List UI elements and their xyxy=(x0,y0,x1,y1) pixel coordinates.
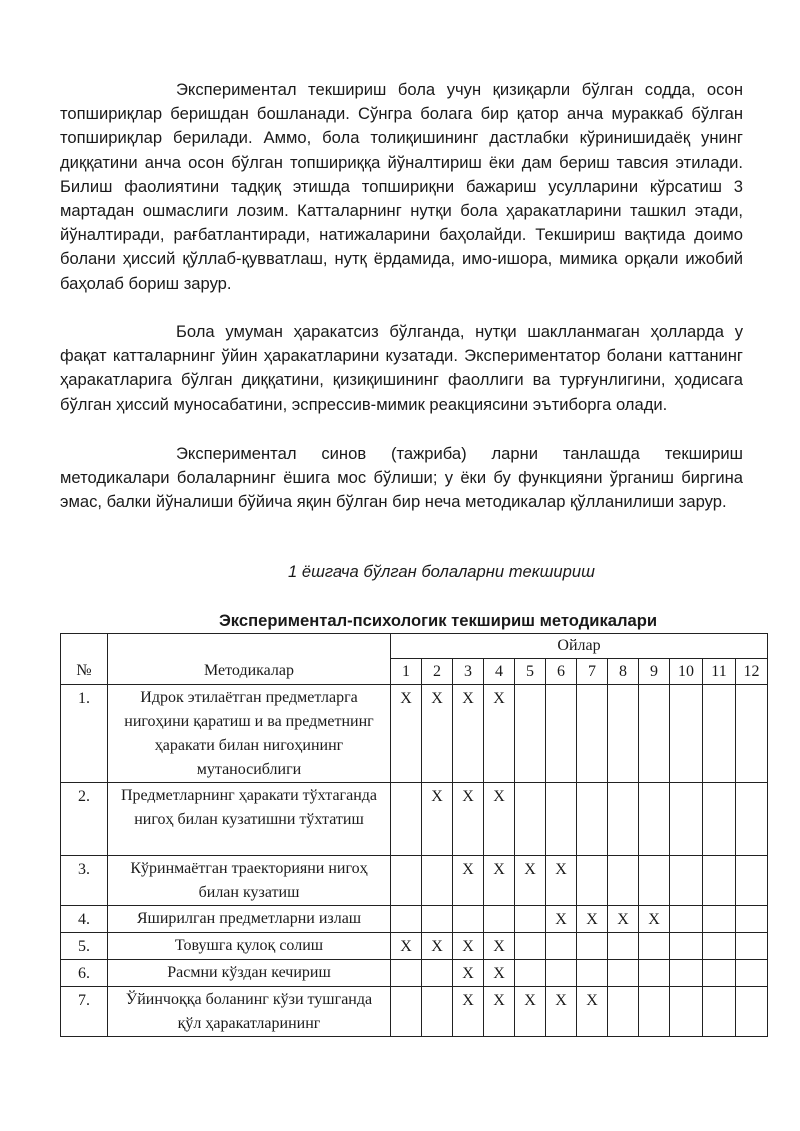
month-mark: X xyxy=(515,987,546,1037)
month-cell-empty xyxy=(577,783,608,856)
row-method: Расмни кўздан кечириш xyxy=(108,960,391,987)
month-cell-empty xyxy=(546,783,577,856)
header-month-1: 1 xyxy=(391,659,422,685)
month-mark: X xyxy=(484,987,515,1037)
header-month-10: 10 xyxy=(670,659,703,685)
header-month-6: 6 xyxy=(546,659,577,685)
month-cell-empty xyxy=(639,933,670,960)
header-month-4: 4 xyxy=(484,659,515,685)
month-mark: X xyxy=(391,933,422,960)
month-mark: X xyxy=(422,933,453,960)
month-cell-empty xyxy=(670,783,703,856)
month-cell-empty xyxy=(703,906,736,933)
month-cell-empty xyxy=(639,856,670,906)
month-cell-empty xyxy=(639,783,670,856)
month-cell-empty xyxy=(736,783,768,856)
month-cell-empty xyxy=(422,987,453,1037)
month-mark: X xyxy=(484,960,515,987)
header-month-5: 5 xyxy=(515,659,546,685)
table-row xyxy=(61,987,768,1037)
month-cell-empty xyxy=(736,960,768,987)
month-cell-empty xyxy=(422,960,453,987)
month-cell-empty xyxy=(608,960,639,987)
month-cell-empty xyxy=(391,960,422,987)
month-cell-empty xyxy=(670,856,703,906)
month-cell-empty xyxy=(422,906,453,933)
row-method: Яширилган предметларни излаш xyxy=(108,906,391,933)
header-month-9: 9 xyxy=(639,659,670,685)
month-cell-empty xyxy=(515,685,546,783)
month-cell-empty xyxy=(608,933,639,960)
month-mark: X xyxy=(577,906,608,933)
row-method: Ўйинчоққа боланинг кўзи тушганда қўл ҳаракатларининг xyxy=(108,987,391,1037)
month-mark: X xyxy=(577,987,608,1037)
month-mark: X xyxy=(453,987,484,1037)
row-method: Кўринмаётган траекторияни нигоҳ билан кузатиш xyxy=(108,856,391,906)
table-row xyxy=(61,960,768,987)
month-cell-empty xyxy=(546,685,577,783)
month-cell-empty xyxy=(608,783,639,856)
month-cell-empty xyxy=(577,856,608,906)
month-mark: X xyxy=(453,856,484,906)
month-cell-empty xyxy=(391,783,422,856)
month-cell-empty xyxy=(703,960,736,987)
header-month-2: 2 xyxy=(422,659,453,685)
header-months-group: Ойлар xyxy=(391,634,768,659)
month-mark: X xyxy=(484,856,515,906)
month-cell-empty xyxy=(546,933,577,960)
month-mark: X xyxy=(546,856,577,906)
paragraph-2: Бола умуман ҳаракатсиз бўлганда, нутқи шаклланмаган ҳолларда у фақат катталарнинг ўйин ҳаракатларини кузатади. Экспериментатор болани каттанинг ҳаракатларига бўлган диққатини, қизиқишининг фаоллиги ва турғунлигини, ҳодисага бўлган ҳиссий муносабатини, эспрессив-мимик реакциясини эътиборга олади. xyxy=(60,322,743,414)
month-cell-empty xyxy=(391,987,422,1037)
table-body xyxy=(61,685,768,1037)
month-cell-empty xyxy=(703,685,736,783)
header-month-8: 8 xyxy=(608,659,639,685)
month-mark: X xyxy=(453,783,484,856)
month-mark: X xyxy=(515,856,546,906)
month-cell-empty xyxy=(608,685,639,783)
month-mark: X xyxy=(422,783,453,856)
month-mark: X xyxy=(546,987,577,1037)
month-cell-empty xyxy=(422,856,453,906)
month-cell-empty xyxy=(484,906,515,933)
month-cell-empty xyxy=(703,783,736,856)
table-row xyxy=(61,685,768,783)
month-cell-empty xyxy=(546,960,577,987)
table-row xyxy=(61,856,768,906)
table-row xyxy=(61,783,768,856)
month-cell-empty xyxy=(670,685,703,783)
month-cell-empty xyxy=(670,987,703,1037)
month-mark: X xyxy=(608,906,639,933)
row-number: 4. xyxy=(61,906,108,933)
row-number: 6. xyxy=(61,960,108,987)
month-cell-empty xyxy=(670,906,703,933)
header-row-1 xyxy=(61,634,768,659)
month-mark: X xyxy=(546,906,577,933)
month-cell-empty xyxy=(703,987,736,1037)
month-cell-empty xyxy=(703,856,736,906)
month-cell-empty xyxy=(515,906,546,933)
month-cell-empty xyxy=(639,685,670,783)
month-mark: X xyxy=(453,960,484,987)
header-month-12: 12 xyxy=(736,659,768,685)
month-cell-empty xyxy=(577,933,608,960)
month-cell-empty xyxy=(670,960,703,987)
month-cell-empty xyxy=(577,960,608,987)
paragraph-3: Экспериментал синов (тажриба) ларни танлашда текшириш методикалари болаларнинг ёшига мос бўлиши; у ёки бу функцияни ўрганиш биргина эмас, балки йўналиши бўйича яқин бўлган бир неча методикалар қўлланилиши зарур. xyxy=(60,444,743,512)
month-mark: X xyxy=(453,685,484,783)
month-mark: X xyxy=(484,933,515,960)
header-month-7: 7 xyxy=(577,659,608,685)
methods-table xyxy=(60,633,768,1037)
header-month-11: 11 xyxy=(703,659,736,685)
month-cell-empty xyxy=(736,933,768,960)
month-mark: X xyxy=(453,933,484,960)
month-cell-empty xyxy=(453,906,484,933)
month-cell-empty xyxy=(391,856,422,906)
month-cell-empty xyxy=(515,783,546,856)
header-methods: Методикалар xyxy=(108,634,391,685)
month-mark: X xyxy=(484,783,515,856)
table-row xyxy=(61,906,768,933)
month-cell-empty xyxy=(515,933,546,960)
table-title: Экспериментал-психологик текшириш методикалари xyxy=(219,611,658,630)
month-cell-empty xyxy=(391,906,422,933)
row-number: 3. xyxy=(61,856,108,906)
row-method: Товушга қулоқ солиш xyxy=(108,933,391,960)
month-cell-empty xyxy=(736,906,768,933)
month-mark: X xyxy=(422,685,453,783)
month-cell-empty xyxy=(736,987,768,1037)
row-number: 5. xyxy=(61,933,108,960)
month-mark: X xyxy=(391,685,422,783)
month-cell-empty xyxy=(577,685,608,783)
row-number: 2. xyxy=(61,783,108,856)
month-cell-empty xyxy=(703,933,736,960)
month-cell-empty xyxy=(608,856,639,906)
paragraph-1: Экспериментал текшириш бола учун қизиқарли бўлган содда, осон топшириқлар беришдан бошланади. Сўнгра болага бир қатор анча мураккаб бўлган топшириқлар берилади. Аммо, бола толиқишининг дастлабки кўринишидаёқ унинг диққатини анча осон бўлган топшириққа йўналтириш ёки дам бериш тавсия этилади. Билиш фаолиятини тадқиқ этишда топшириқни бажариш усулларини кўрсатиш 3 мартадан ошмаслиги лозим. Катталарнинг нутқи бола ҳаракатларини ташкил этади, йўналтиради, рағбатлантиради, натижаларини баҳолайди. Текшириш вақтида доимо болани ҳиссий қўллаб-қувватлаш, нутқ ёрдамида, имо-ишора, мимика орқали ижобий баҳолаб бориш зарур. xyxy=(60,80,743,293)
month-cell-empty xyxy=(736,685,768,783)
row-method: Идрок этилаётган предметларга нигоҳини қаратиш и ва предметнинг ҳаракати билан нигоҳининг мутаносиблиги xyxy=(108,685,391,783)
month-cell-empty xyxy=(736,856,768,906)
month-mark: X xyxy=(484,685,515,783)
table-row xyxy=(61,933,768,960)
month-cell-empty xyxy=(639,960,670,987)
month-cell-empty xyxy=(639,987,670,1037)
month-cell-empty xyxy=(608,987,639,1037)
month-cell-empty xyxy=(515,960,546,987)
row-number: 1. xyxy=(61,685,108,783)
section-subtitle: 1 ёшгача бўлган болаларни текшириш xyxy=(288,562,595,581)
month-mark: X xyxy=(639,906,670,933)
header-month-3: 3 xyxy=(453,659,484,685)
row-number: 7. xyxy=(61,987,108,1037)
month-cell-empty xyxy=(670,933,703,960)
header-number: № xyxy=(61,634,108,685)
row-method: Предметларнинг ҳаракати тўхтаганда нигоҳ билан кузатишни тўхтатиш xyxy=(108,783,391,856)
